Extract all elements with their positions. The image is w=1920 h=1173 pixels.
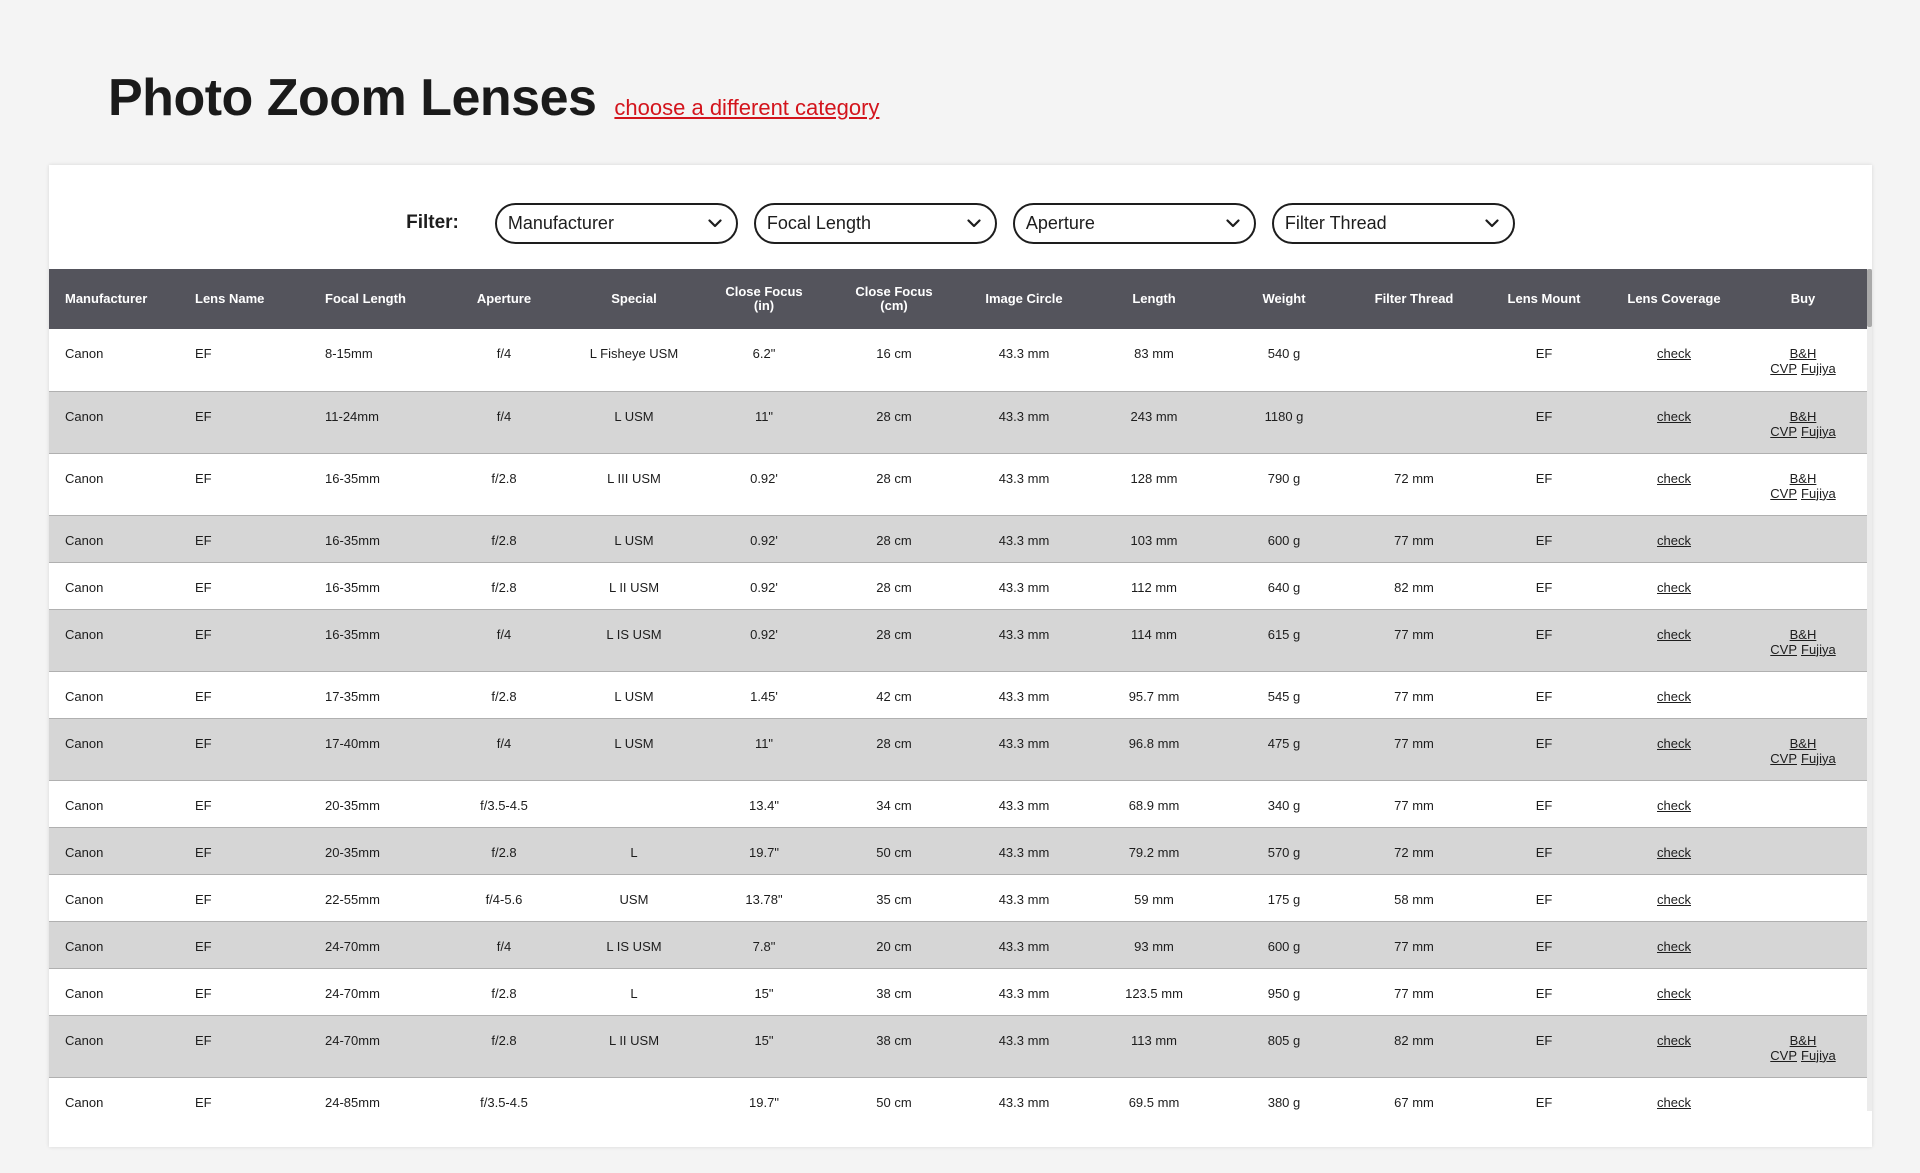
buy-fujiya-link[interactable]: Fujiya <box>1801 1047 1836 1063</box>
cell-image-circle: 43.3 mm <box>959 1077 1089 1111</box>
cell-weight: 790 g <box>1219 453 1349 515</box>
cell-aperture: f/2.8 <box>439 827 569 874</box>
cell-close-focus-in: 19.7" <box>699 1077 829 1111</box>
coverage-check-link[interactable]: check <box>1657 626 1691 642</box>
cell-buy <box>1739 515 1867 562</box>
buy-bh-link[interactable]: B&H <box>1789 408 1817 424</box>
cell-weight: 475 g <box>1219 718 1349 780</box>
table-header-row <box>49 269 1867 329</box>
cell-close-focus-in: 15" <box>699 968 829 1015</box>
filter-thread-filter-select[interactable] <box>1272 203 1515 244</box>
cell-special: L IS USM <box>569 609 699 671</box>
cell-filter-thread: 77 mm <box>1349 515 1479 562</box>
cell-weight: 545 g <box>1219 671 1349 718</box>
cell-filter-thread <box>1349 391 1479 453</box>
cell-weight: 1180 g <box>1219 391 1349 453</box>
coverage-check-link[interactable]: check <box>1657 532 1691 548</box>
cell-focal-length: 16-35mm <box>309 453 439 515</box>
cell-close-focus-in: 19.7" <box>699 827 829 874</box>
cell-focal-length: 20-35mm <box>309 827 439 874</box>
cell-lens-coverage <box>1609 329 1739 391</box>
cell-lens-name: EF <box>179 329 309 391</box>
cell-filter-thread: 77 mm <box>1349 671 1479 718</box>
cell-weight: 805 g <box>1219 1015 1349 1077</box>
cell-buy <box>1739 968 1867 1015</box>
cell-special: L Fisheye USM <box>569 329 699 391</box>
table-row <box>49 827 1867 874</box>
cell-buy <box>1739 921 1867 968</box>
column-header: Buy <box>1739 269 1867 329</box>
cell-close-focus-in: 6.2" <box>699 329 829 391</box>
table-row <box>49 1077 1867 1111</box>
cell-buy <box>1739 1015 1867 1077</box>
cell-focal-length: 24-70mm <box>309 968 439 1015</box>
cell-focal-length: 8-15mm <box>309 329 439 391</box>
cell-special: L USM <box>569 515 699 562</box>
cell-lens-coverage <box>1609 515 1739 562</box>
cell-close-focus-cm: 42 cm <box>829 671 959 718</box>
cell-image-circle: 43.3 mm <box>959 1015 1089 1077</box>
cell-close-focus-cm: 28 cm <box>829 515 959 562</box>
aperture-filter-label: Aperture <box>1025 212 1095 233</box>
cell-length: 95.7 mm <box>1089 671 1219 718</box>
buy-bh-link[interactable]: B&H <box>1789 735 1817 751</box>
cell-close-focus-in: 11" <box>699 718 829 780</box>
buy-fujiya-link[interactable]: Fujiya <box>1801 750 1836 766</box>
column-header: Weight <box>1219 269 1349 329</box>
cell-aperture: f/4 <box>439 718 569 780</box>
coverage-check-link[interactable]: check <box>1657 688 1691 704</box>
cell-aperture: f/2.8 <box>439 1015 569 1077</box>
cell-lens-coverage <box>1609 391 1739 453</box>
cell-lens-name: EF <box>179 671 309 718</box>
column-header: Length <box>1089 269 1219 329</box>
table-row <box>49 609 1867 671</box>
buy-cvp-link[interactable]: CVP <box>1770 750 1798 766</box>
cell-weight: 950 g <box>1219 968 1349 1015</box>
cell-weight: 615 g <box>1219 609 1349 671</box>
cell-length: 68.9 mm <box>1089 780 1219 827</box>
cell-buy <box>1739 329 1867 391</box>
cell-image-circle: 43.3 mm <box>959 453 1089 515</box>
column-header: Special <box>569 269 699 329</box>
focal-length-filter-select[interactable] <box>754 203 997 244</box>
buy-cvp-link[interactable]: CVP <box>1770 1047 1798 1063</box>
buy-cvp-link[interactable]: CVP <box>1770 641 1798 657</box>
cell-focal-length: 17-40mm <box>309 718 439 780</box>
cell-length: 103 mm <box>1089 515 1219 562</box>
cell-special: L USM <box>569 671 699 718</box>
cell-buy <box>1739 391 1867 453</box>
table-row <box>49 515 1867 562</box>
cell-close-focus-cm: 38 cm <box>829 968 959 1015</box>
cell-special: L USM <box>569 391 699 453</box>
cell-image-circle: 43.3 mm <box>959 827 1089 874</box>
cell-focal-length: 17-35mm <box>309 671 439 718</box>
cell-focal-length: 24-70mm <box>309 921 439 968</box>
cell-lens-name: EF <box>179 874 309 921</box>
cell-lens-mount: EF <box>1479 391 1609 453</box>
buy-bh-link[interactable]: B&H <box>1789 470 1817 486</box>
cell-filter-thread: 77 mm <box>1349 609 1479 671</box>
coverage-check-link[interactable]: check <box>1657 985 1691 1001</box>
lens-table-container <box>49 269 1867 1111</box>
cell-filter-thread: 77 mm <box>1349 968 1479 1015</box>
cell-length: 93 mm <box>1089 921 1219 968</box>
cell-lens-name: EF <box>179 1077 309 1111</box>
chevron-down-icon <box>708 216 722 230</box>
cell-lens-mount: EF <box>1479 671 1609 718</box>
cell-manufacturer: Canon <box>49 827 179 874</box>
cell-buy <box>1739 1077 1867 1111</box>
cell-lens-coverage <box>1609 874 1739 921</box>
cell-length: 128 mm <box>1089 453 1219 515</box>
cell-special: L II USM <box>569 1015 699 1077</box>
cell-lens-coverage <box>1609 609 1739 671</box>
cell-close-focus-in: 13.4" <box>699 780 829 827</box>
cell-close-focus-cm: 34 cm <box>829 780 959 827</box>
cell-lens-mount: EF <box>1479 562 1609 609</box>
buy-fujiya-link[interactable]: Fujiya <box>1801 485 1836 501</box>
cell-focal-length: 16-35mm <box>309 562 439 609</box>
cell-length: 123.5 mm <box>1089 968 1219 1015</box>
cell-manufacturer: Canon <box>49 671 179 718</box>
cell-lens-mount: EF <box>1479 515 1609 562</box>
cell-focal-length: 22-55mm <box>309 874 439 921</box>
cell-filter-thread: 67 mm <box>1349 1077 1479 1111</box>
cell-special: L II USM <box>569 562 699 609</box>
cell-lens-name: EF <box>179 453 309 515</box>
filter-bar <box>49 202 1872 244</box>
coverage-check-link[interactable]: check <box>1657 408 1691 424</box>
buy-bh-link[interactable]: B&H <box>1789 1032 1817 1048</box>
cell-lens-coverage <box>1609 968 1739 1015</box>
cell-filter-thread: 77 mm <box>1349 718 1479 780</box>
table-row <box>49 453 1867 515</box>
column-header: Close Focus (cm) <box>829 269 959 329</box>
cell-close-focus-cm: 16 cm <box>829 329 959 391</box>
buy-bh-link[interactable]: B&H <box>1789 626 1817 642</box>
cell-aperture: f/4 <box>439 391 569 453</box>
cell-special: L <box>569 968 699 1015</box>
table-row <box>49 780 1867 827</box>
cell-manufacturer: Canon <box>49 780 179 827</box>
cell-filter-thread: 72 mm <box>1349 453 1479 515</box>
cell-weight: 175 g <box>1219 874 1349 921</box>
cell-focal-length: 11-24mm <box>309 391 439 453</box>
cell-length: 79.2 mm <box>1089 827 1219 874</box>
coverage-check-link[interactable]: check <box>1657 735 1691 751</box>
cell-lens-name: EF <box>179 827 309 874</box>
cell-length: 112 mm <box>1089 562 1219 609</box>
coverage-check-link[interactable]: check <box>1657 1032 1691 1048</box>
cell-buy <box>1739 562 1867 609</box>
coverage-check-link[interactable]: check <box>1657 891 1691 907</box>
cell-buy <box>1739 609 1867 671</box>
cell-image-circle: 43.3 mm <box>959 562 1089 609</box>
cell-filter-thread <box>1349 329 1479 391</box>
cell-aperture: f/2.8 <box>439 515 569 562</box>
lens-table-card <box>49 165 1872 1147</box>
cell-manufacturer: Canon <box>49 329 179 391</box>
cell-aperture: f/2.8 <box>439 671 569 718</box>
cell-lens-mount: EF <box>1479 453 1609 515</box>
cell-aperture: f/2.8 <box>439 968 569 1015</box>
chevron-down-icon <box>1226 216 1240 230</box>
cell-lens-coverage <box>1609 453 1739 515</box>
cell-close-focus-cm: 50 cm <box>829 827 959 874</box>
cell-buy <box>1739 780 1867 827</box>
cell-aperture: f/4 <box>439 329 569 391</box>
cell-close-focus-in: 0.92' <box>699 515 829 562</box>
focal-length-filter-label: Focal Length <box>766 212 871 233</box>
cell-manufacturer: Canon <box>49 1015 179 1077</box>
cell-aperture: f/4-5.6 <box>439 874 569 921</box>
cell-manufacturer: Canon <box>49 562 179 609</box>
column-header: Aperture <box>439 269 569 329</box>
cell-lens-name: EF <box>179 780 309 827</box>
cell-image-circle: 43.3 mm <box>959 329 1089 391</box>
cell-length: 69.5 mm <box>1089 1077 1219 1111</box>
cell-close-focus-in: 15" <box>699 1015 829 1077</box>
cell-special: L USM <box>569 718 699 780</box>
cell-special <box>569 780 699 827</box>
chevron-down-icon <box>1485 216 1499 230</box>
cell-close-focus-in: 1.45' <box>699 671 829 718</box>
cell-image-circle: 43.3 mm <box>959 874 1089 921</box>
page-title: Photo Zoom Lenses <box>108 69 597 127</box>
coverage-check-link[interactable]: check <box>1657 470 1691 486</box>
cell-filter-thread: 82 mm <box>1349 562 1479 609</box>
cell-manufacturer: Canon <box>49 921 179 968</box>
cell-filter-thread: 82 mm <box>1349 1015 1479 1077</box>
cell-length: 59 mm <box>1089 874 1219 921</box>
cell-close-focus-in: 7.8" <box>699 921 829 968</box>
cell-length: 114 mm <box>1089 609 1219 671</box>
cell-lens-coverage <box>1609 671 1739 718</box>
column-header: Lens Mount <box>1479 269 1609 329</box>
filter-thread-filter-label: Filter Thread <box>1284 212 1387 233</box>
cell-focal-length: 16-35mm <box>309 515 439 562</box>
cell-lens-name: EF <box>179 609 309 671</box>
cell-lens-coverage <box>1609 1015 1739 1077</box>
cell-buy <box>1739 453 1867 515</box>
column-header: Lens Coverage <box>1609 269 1739 329</box>
choose-category-link[interactable]: choose a different category <box>614 95 880 120</box>
cell-lens-coverage <box>1609 718 1739 780</box>
aperture-filter-select[interactable] <box>1013 203 1256 244</box>
cell-manufacturer: Canon <box>49 391 179 453</box>
cell-lens-mount: EF <box>1479 609 1609 671</box>
cell-image-circle: 43.3 mm <box>959 780 1089 827</box>
column-header: Close Focus (in) <box>699 269 829 329</box>
cell-lens-mount: EF <box>1479 827 1609 874</box>
cell-special: L IS USM <box>569 921 699 968</box>
cell-manufacturer: Canon <box>49 968 179 1015</box>
table-row <box>49 968 1867 1015</box>
cell-close-focus-in: 11" <box>699 391 829 453</box>
cell-manufacturer: Canon <box>49 718 179 780</box>
cell-buy <box>1739 827 1867 874</box>
cell-weight: 540 g <box>1219 329 1349 391</box>
coverage-check-link[interactable]: check <box>1657 938 1691 954</box>
cell-filter-thread: 77 mm <box>1349 921 1479 968</box>
chevron-down-icon <box>967 216 981 230</box>
cell-length: 243 mm <box>1089 391 1219 453</box>
cell-weight: 640 g <box>1219 562 1349 609</box>
column-header: Manufacturer <box>49 269 179 329</box>
buy-fujiya-link[interactable]: Fujiya <box>1801 361 1836 376</box>
cell-special: L <box>569 827 699 874</box>
buy-fujiya-link[interactable]: Fujiya <box>1801 423 1836 439</box>
filter-label: Filter: <box>406 212 459 233</box>
buy-bh-link[interactable]: B&H <box>1789 346 1817 361</box>
cell-length: 83 mm <box>1089 329 1219 391</box>
cell-manufacturer: Canon <box>49 874 179 921</box>
cell-aperture: f/2.8 <box>439 562 569 609</box>
cell-lens-mount: EF <box>1479 1077 1609 1111</box>
cell-image-circle: 43.3 mm <box>959 391 1089 453</box>
cell-weight: 340 g <box>1219 780 1349 827</box>
cell-close-focus-cm: 50 cm <box>829 1077 959 1111</box>
cell-manufacturer: Canon <box>49 1077 179 1111</box>
cell-image-circle: 43.3 mm <box>959 921 1089 968</box>
cell-lens-mount: EF <box>1479 1015 1609 1077</box>
cell-lens-coverage <box>1609 1077 1739 1111</box>
cell-close-focus-cm: 38 cm <box>829 1015 959 1077</box>
cell-filter-thread: 72 mm <box>1349 827 1479 874</box>
cell-lens-mount: EF <box>1479 874 1609 921</box>
table-row <box>49 671 1867 718</box>
cell-weight: 570 g <box>1219 827 1349 874</box>
cell-close-focus-cm: 28 cm <box>829 718 959 780</box>
cell-focal-length: 20-35mm <box>309 780 439 827</box>
cell-aperture: f/4 <box>439 921 569 968</box>
cell-filter-thread: 77 mm <box>1349 780 1479 827</box>
column-header: Lens Name <box>179 269 309 329</box>
cell-special <box>569 1077 699 1111</box>
cell-close-focus-cm: 28 cm <box>829 453 959 515</box>
cell-aperture: f/2.8 <box>439 453 569 515</box>
cell-close-focus-cm: 28 cm <box>829 391 959 453</box>
cell-buy <box>1739 671 1867 718</box>
cell-image-circle: 43.3 mm <box>959 968 1089 1015</box>
cell-weight: 600 g <box>1219 515 1349 562</box>
coverage-check-link[interactable]: check <box>1657 346 1691 361</box>
scrollbar-thumb[interactable] <box>1867 269 1872 327</box>
cell-image-circle: 43.3 mm <box>959 609 1089 671</box>
cell-lens-name: EF <box>179 1015 309 1077</box>
table-row <box>49 874 1867 921</box>
cell-lens-mount: EF <box>1479 329 1609 391</box>
cell-lens-coverage <box>1609 827 1739 874</box>
column-header: Image Circle <box>959 269 1089 329</box>
cell-close-focus-in: 0.92' <box>699 562 829 609</box>
cell-weight: 380 g <box>1219 1077 1349 1111</box>
table-row <box>49 921 1867 968</box>
cell-lens-mount: EF <box>1479 968 1609 1015</box>
cell-lens-mount: EF <box>1479 921 1609 968</box>
cell-lens-mount: EF <box>1479 780 1609 827</box>
cell-aperture: f/4 <box>439 609 569 671</box>
cell-special: USM <box>569 874 699 921</box>
cell-length: 113 mm <box>1089 1015 1219 1077</box>
cell-lens-name: EF <box>179 562 309 609</box>
manufacturer-filter-label: Manufacturer <box>507 212 614 233</box>
cell-image-circle: 43.3 mm <box>959 718 1089 780</box>
buy-cvp-link[interactable]: CVP <box>1770 485 1798 501</box>
cell-special: L III USM <box>569 453 699 515</box>
cell-filter-thread: 58 mm <box>1349 874 1479 921</box>
page-header <box>108 68 879 128</box>
cell-manufacturer: Canon <box>49 453 179 515</box>
buy-cvp-link[interactable]: CVP <box>1770 361 1798 376</box>
lens-table <box>49 269 1867 1111</box>
cell-close-focus-in: 0.92' <box>699 453 829 515</box>
cell-close-focus-cm: 35 cm <box>829 874 959 921</box>
cell-aperture: f/3.5-4.5 <box>439 1077 569 1111</box>
table-row <box>49 1015 1867 1077</box>
cell-focal-length: 16-35mm <box>309 609 439 671</box>
cell-lens-name: EF <box>179 921 309 968</box>
cell-manufacturer: Canon <box>49 515 179 562</box>
table-row <box>49 562 1867 609</box>
column-header: Focal Length <box>309 269 439 329</box>
coverage-check-link[interactable]: check <box>1657 844 1691 860</box>
cell-lens-name: EF <box>179 968 309 1015</box>
column-header: Filter Thread <box>1349 269 1479 329</box>
cell-close-focus-cm: 28 cm <box>829 609 959 671</box>
table-row <box>49 718 1867 780</box>
cell-close-focus-in: 0.92' <box>699 609 829 671</box>
cell-buy <box>1739 718 1867 780</box>
cell-lens-name: EF <box>179 391 309 453</box>
table-scrollbar[interactable] <box>1867 269 1872 1111</box>
table-row <box>49 391 1867 453</box>
cell-lens-coverage <box>1609 780 1739 827</box>
cell-focal-length: 24-70mm <box>309 1015 439 1077</box>
cell-lens-name: EF <box>179 718 309 780</box>
coverage-check-link[interactable]: check <box>1657 579 1691 595</box>
cell-weight: 600 g <box>1219 921 1349 968</box>
cell-buy <box>1739 874 1867 921</box>
table-body <box>49 329 1867 1111</box>
cell-focal-length: 24-85mm <box>309 1077 439 1111</box>
cell-lens-mount: EF <box>1479 718 1609 780</box>
cell-length: 96.8 mm <box>1089 718 1219 780</box>
manufacturer-filter-select[interactable] <box>495 203 738 244</box>
cell-manufacturer: Canon <box>49 609 179 671</box>
cell-close-focus-cm: 20 cm <box>829 921 959 968</box>
cell-lens-coverage <box>1609 921 1739 968</box>
table-row <box>49 329 1867 391</box>
cell-aperture: f/3.5-4.5 <box>439 780 569 827</box>
buy-cvp-link[interactable]: CVP <box>1770 423 1798 439</box>
cell-lens-coverage <box>1609 562 1739 609</box>
buy-fujiya-link[interactable]: Fujiya <box>1801 641 1836 657</box>
cell-image-circle: 43.3 mm <box>959 671 1089 718</box>
cell-image-circle: 43.3 mm <box>959 515 1089 562</box>
cell-close-focus-cm: 28 cm <box>829 562 959 609</box>
cell-close-focus-in: 13.78" <box>699 874 829 921</box>
coverage-check-link[interactable]: check <box>1657 1094 1691 1110</box>
cell-lens-name: EF <box>179 515 309 562</box>
coverage-check-link[interactable]: check <box>1657 797 1691 813</box>
